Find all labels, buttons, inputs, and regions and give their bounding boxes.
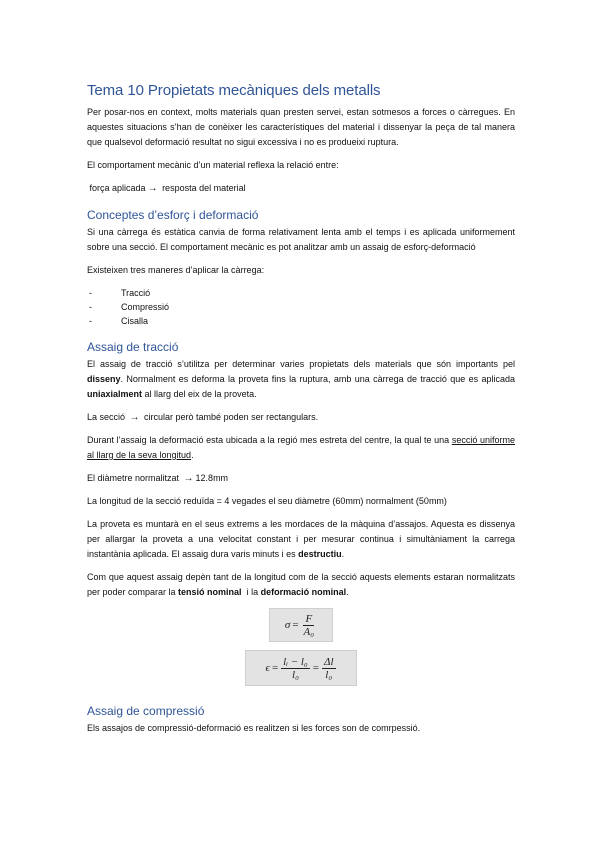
text-run: . [341,549,345,559]
list-item [87,314,515,328]
text-run: El assaig de tracció s’utilitza per determinar varies propietats dels materials que són importants pel [87,359,515,369]
text-run: Com que aquest assaig depèn tant de la longitud com de la secció aquests elements estaran normalitzats per poder comparar la [87,572,515,597]
section-heading-compression-test: Assaig de compressió [87,704,205,718]
formula-equals: = [292,619,299,631]
right-arrow-icon: → [147,183,158,194]
text-run: . [346,587,349,597]
formula-equals: = [312,662,319,674]
tensile-paragraph-6 [87,517,515,562]
list-item-label: Compressió [121,302,170,312]
tensile-paragraph-4 [87,471,515,486]
list-item-label: Cisalla [121,316,149,326]
text-run: La secció [87,412,128,422]
formula-denominator: l₀ [325,668,333,681]
list-item [87,286,515,300]
text-run: . Normalment es deforma la proveta fins la ruptura, amb una càrrega de tracció que es aplicada [120,374,515,384]
page-title: Tema 10 Propietats mecàniques dels metalls [87,82,381,99]
list-bullet: - [89,302,92,312]
load-types-list [87,286,515,328]
formula-symbol: σ [284,619,291,631]
formula-numerator: lᵢ − l₀ [283,655,308,668]
formula-fraction [322,656,336,681]
text-run: i la [241,587,261,597]
bold-text: disseny [87,374,121,384]
tensile-paragraph-5: La longitud de la secció reduïda = 4 vegades el seu diàmetre (60mm) normalment (50mm) [87,496,447,506]
intro-paragraph-2: El comportament mecànic d’un material reflexa la relació entre: [87,160,339,170]
intro-response-text: resposta del material [159,183,246,193]
stress-formula-image [269,608,333,642]
list-item [87,300,515,314]
list-item-label: Tracció [121,288,151,298]
text-run: 12.8mm [195,473,229,483]
compression-paragraph-1: Els assajos de compressió-deformació es realitzen si les forces son de comrpessió. [87,723,421,733]
formula-denominator: l₀ [292,668,299,681]
concepts-paragraph-1: Si una càrrega és estàtica canvia de forma relativament lenta amb el temps i es aplicada uniformement sobre una secció. El comportament mecànic es pot analitzar amb un assaig de esforç-deformació [87,227,515,252]
tensile-paragraph-3 [87,433,515,463]
right-arrow-icon: → [129,412,140,423]
formula-numerator: Δl [323,655,334,668]
tensile-paragraph-2 [87,410,515,425]
text-run: El diàmetre normalitzat [87,473,182,483]
section-heading-tensile-test: Assaig de tracció [87,340,179,354]
section-heading-concepts: Conceptes d’esforç i deformació [87,208,259,222]
list-bullet: - [89,288,92,298]
tensile-paragraph-7 [87,570,515,600]
text-run: circular però també poden ser rectangulars. [141,412,319,422]
formula-fraction [302,613,317,638]
text-run: al llarg del eix de la proveta. [142,389,257,399]
bold-text: tensió nominal [178,587,242,597]
intro-paragraph-1: Per posar-nos en context, molts materials quan presten servei, estan sotmesos a forces o càrregues. En aquestes situacions s’han de conèixer les característiques del material i dissenyar la peça de tal manera que qualsevol deformació resultat no sigui excessiva i no es produeixi ruptura. [87,107,515,147]
formula-symbol: ϵ [265,662,270,674]
underlined-text: secció uniforme al llarg de la seva longitud [87,435,515,460]
intro-paragraph-3 [87,181,515,196]
formula-denominator: A₀ [303,625,315,638]
formula-equals: = [271,662,279,674]
text-run: . [191,450,194,460]
bold-text: destructiu [298,549,342,559]
bold-text: uniaxialment [87,389,143,399]
list-bullet: - [89,316,92,326]
concepts-paragraph-2: Existeixen tres maneres d’aplicar la càrrega: [87,265,265,275]
right-arrow-icon: → [183,473,194,484]
strain-formula-image [245,650,357,686]
formula-fraction [281,656,310,681]
document-page [87,82,515,744]
tensile-paragraph-1 [87,357,515,402]
formula-numerator: F [305,612,313,625]
formula-block [87,608,515,686]
text-run: La proveta es muntarà en el seus extrems a les mordaces de la màquina d’assajos. Aquesta es dissenya per allargar la proveta a una velocitat constant i per mesurar continua i simultàniament la carrega instantània aplicada. El assaig dura varis minuts i es [87,519,515,559]
intro-force-text: força aplicada [89,183,146,193]
text-run: Durant l’assaig la deformació esta ubicada a la regió mes estreta del centre, la qual te una [87,435,452,445]
bold-text: deformació nominal [260,587,347,597]
